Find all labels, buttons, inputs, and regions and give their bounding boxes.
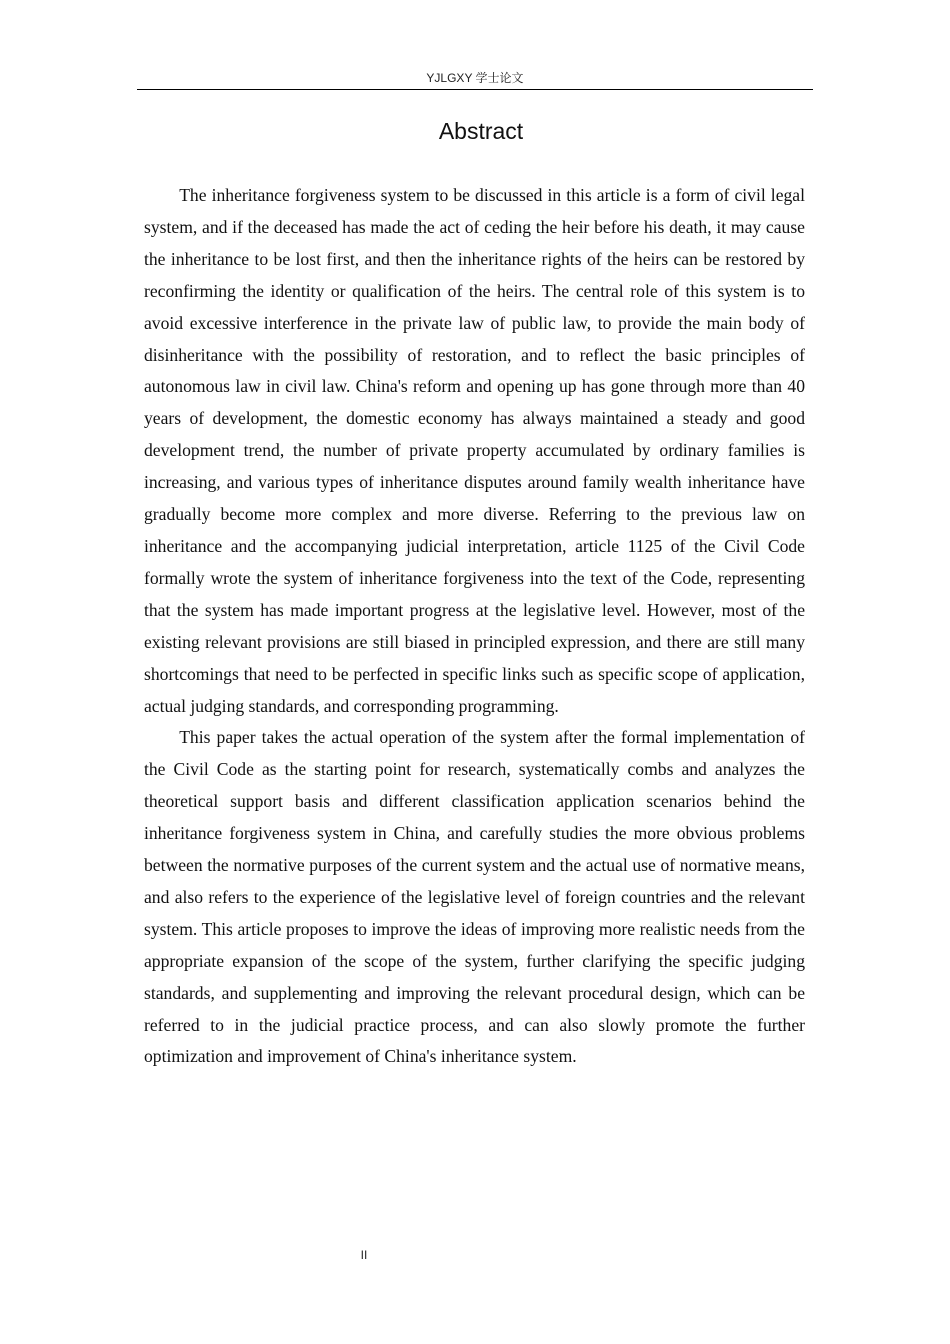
header-text: YJLGXY 学士论文 — [426, 71, 524, 85]
abstract-body — [144, 180, 805, 1073]
page-title: Abstract — [438, 118, 524, 144]
abstract-paragraph-2: This paper takes the actual operation of the system after the formal implementation of the Civil Code as the starting point for research, systematically combs and analyzes the theoretical support basis and different classification application scenarios behind the inheritance forgiveness system in China, and carefully studies the more obvious problems between the normative purposes of the current system and the actual use of normative means, and also refers to the experience of the legislative level of foreign countries and the relevant system. This article proposes to improve the ideas of improving more realistic needs from the appropriate expansion of the scope of the system, further clarifying the specific judging standards, and supplementing and improving the relevant procedural design, which can be referred to in the judicial practice process, and can also slowly promote the further optimization and improvement of China's inheritance system. — [144, 727, 805, 1067]
page-number: II — [360, 1248, 368, 1262]
abstract-paragraph-1: The inheritance forgiveness system to be discussed in this article is a form of civil legal system, and if the deceased has made the act of ceding the heir before his death, it may cause the inheritance to be lost first, and then the inheritance rights of the heirs can be restored by reconfirming the identity or qualification of the heirs. The central role of this system is to avoid excessive interference in the private law of public law, to provide the main body of disinheritance with the possibility of restoration, and to reflect the basic principles of autonomous law in civil law. China's reform and opening up has gone through more than 40 years of development, the domestic economy has always maintained a steady and good development trend, the number of private property accumulated by ordinary families is increasing, and various types of inheritance disputes around family wealth inheritance have gradually become more complex and more diverse. Referring to the previous law on inheritance and the accompanying judicial interpretation, article 1125 of the Civil Code formally wrote the system of inheritance forgiveness into the text of the Code, representing that the system has made important progress at the legislative level. However, most of the existing relevant provisions are still biased in principled expression, and there are still many shortcomings that need to be perfected in specific links such as specific scope of application, actual judging standards, and corresponding programming. — [144, 185, 805, 716]
page-header — [137, 68, 813, 90]
